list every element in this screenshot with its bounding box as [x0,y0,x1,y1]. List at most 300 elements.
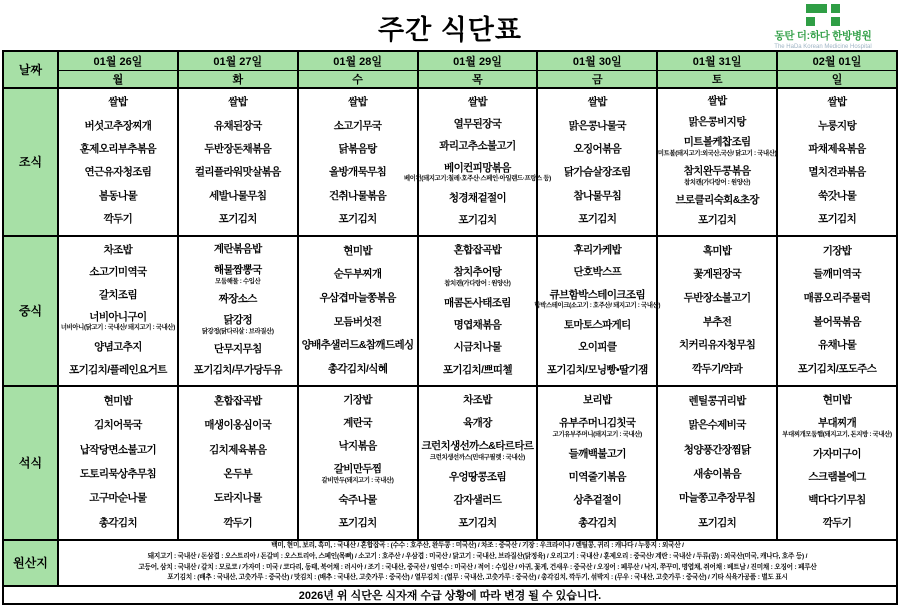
menu-item [339,441,377,453]
day-header-4: 금 [537,70,657,88]
meal-plan-table [2,50,898,605]
menu-item [214,493,262,505]
menu-item-name: 렌틸콩귀리밥 [688,394,746,407]
date-header-0: 01월 26일 [58,51,178,70]
menu-item-name: 들깨백불고기 [568,448,626,461]
menu-item-name: 고구마순나물 [89,492,147,505]
menu-cell-조식-6 [777,88,897,236]
menu-item-name: 매생이옹심이국 [204,419,272,432]
menu-item-name: 도토리묵상추무침 [79,467,157,480]
menu-item [804,293,871,305]
menu-item-name: 우엉땅콩조림 [448,471,507,484]
menu-item-name: 단무지무침 [213,343,262,356]
menu-item [689,420,746,432]
menu-item-name: 모듬버섯전 [333,315,382,328]
menu-item-name: 소고기무국 [333,119,382,132]
menu-item-name: 유채된장국 [213,119,262,132]
breakfast-row [3,88,897,236]
menu-cell-조식-1 [178,88,298,236]
menu-item [658,137,776,157]
menu-item [334,121,382,133]
menu-item [94,420,142,432]
menu-item-name: 꽈리고추소불고기 [439,139,516,152]
menu-item-name: 해물짬뽕국 [213,264,262,277]
menu-item-name: 포기김치 [578,213,617,226]
menu-cell-중식-3 [418,236,538,386]
menu-item [689,396,746,408]
menu-item-name: 온두부 [223,467,253,480]
menu-item [547,365,648,377]
dinner-row [3,386,897,540]
menu-item-name: 닭강정 [223,314,253,327]
menu-item-name: 포기김치/모닝빵•딸기잼 [546,363,648,376]
menu-cell-중식-1 [178,236,298,386]
menu-item-name: 오이피클 [578,341,617,354]
menu-item-name: 올방개묵무침 [328,166,387,179]
menu-item [573,495,621,507]
menu-item-name: 버섯고추장찌개 [84,119,152,132]
menu-item-origin-note: 너비아니(닭고기 : 국내산/ 돼지고기 : 국내산) [60,324,176,332]
menu-item [449,193,506,205]
menu-item [573,245,621,257]
menu-item [703,317,732,329]
menu-item [679,340,755,352]
menu-cell-중식-4 [534,236,661,386]
menu-item-name: 포기김치 [458,213,497,226]
menu-item [818,340,856,352]
menu-cell-석식-6 [777,386,897,540]
menu-item [439,141,515,153]
menu-item [334,269,382,281]
menu-item-origin-note: 모둠해물 : 수입산 [215,277,261,285]
menu-item-name: 감자샐러드 [453,494,502,507]
date-header-3: 01월 29일 [418,51,538,70]
menu-item [202,315,274,335]
menu-item-name: 포기김치 [698,214,737,227]
menu-item-name: 치커리유자청무침 [678,339,756,352]
menu-item [689,117,746,129]
menu-item-name: 쌀밥 [467,95,487,108]
menu-item [698,215,736,227]
menu-item [564,167,631,179]
menu-item [449,472,506,484]
menu-item-name: 멸치견과볶음 [808,166,866,179]
menu-item [219,214,257,226]
menu-item-name: 두반장돈채볶음 [204,143,272,156]
menu-item-name: 컬리플라워맛살볶음 [194,166,281,179]
menu-item-name: 쌀밥 [348,96,368,109]
menu-item-name: 포기김치 [338,517,377,530]
menu-item-name: 맑은콩나물국 [568,119,626,132]
menu-item [339,144,377,156]
menu-cell-석식-3 [418,386,538,540]
menu-item-name: 크런치생선까스&타르타르 [421,440,534,453]
menu-item-name: 참나물무침 [573,189,622,202]
menu-item [454,119,502,131]
menu-item-name: 포기김치 [698,516,737,529]
menu-item [209,445,266,457]
menu-item [328,364,388,376]
menu-item [104,245,133,257]
day-header-1: 화 [178,70,298,88]
menu-item [403,161,551,183]
menu-item-name: 미트볼케찹조림 [683,136,751,149]
menu-item-origin-note: 미트볼(돼지고기:외국산,국산/ 닭고기 : 국내산) [657,149,777,157]
menu-item-name: 맑은콩비지탕 [688,115,746,128]
menu-item [194,365,282,377]
menu-item [468,97,487,109]
menu-cell-석식-0 [58,386,178,540]
menu-item-name: 토마토스파게티 [563,318,631,331]
menu-item [588,97,607,109]
menu-item-name: 가자미구이 [813,448,861,461]
menu-item [454,495,502,507]
menu-item-name: 오징어볶음 [573,143,622,156]
menu-item [444,267,510,287]
menu-item-name: 쌀밥 [587,96,607,109]
menu-item [343,395,372,407]
menu-item-name: 꽃게된장국 [693,268,741,281]
date-header-1: 01월 27일 [178,51,298,70]
menu-item [228,97,247,109]
menu-item-name: 참치완두콩볶음 [683,165,751,178]
hospital-logo [758,4,888,50]
date-row [3,51,897,70]
menu-item [443,365,512,377]
menu-item-origin-note: 참치캔(가다랑어 : 원양산) [444,279,511,287]
page-title: 주간 식단표 [378,15,522,45]
menu-item-name: 세발나물무침 [209,189,267,202]
menu-item-name: 들깨미역국 [813,268,861,281]
menu-item [813,317,861,329]
menu-item-name: 부추전 [702,315,732,328]
menu-item [458,215,496,227]
menu-item-name: 갈비만두찜 [333,463,382,476]
menu-item-name: 현미밥 [103,394,133,407]
menu-cell-조식-5 [657,88,777,236]
menu-item [463,418,492,430]
menu-item-name: 우삼겹마늘쫑볶음 [319,291,396,304]
origin-label: 원산지 [3,540,58,586]
menu-item [454,320,502,332]
menu-item-name: 깍두기/약과 [692,362,743,375]
menu-item-name: 갈치조림 [98,288,137,301]
menu-item-name: 매콤돈사태조림 [444,296,511,309]
menu-item [85,121,152,133]
menu-item [104,396,133,408]
day-header-0: 월 [58,70,178,88]
menu-item [329,191,386,203]
menu-item [343,246,372,258]
menu-item [693,269,741,281]
menu-item [569,472,626,484]
menu-item [80,469,156,481]
menu-item [339,495,377,507]
hospital-logo-icon [806,4,840,26]
menu-item-origin-note: 베이컨(돼지고기:칠레·호주산·스페인·아일랜드·프랑스 등) [403,175,551,183]
menu-item-name: 상추겉절이 [573,494,622,507]
breakfast-label: 조식 [3,88,58,236]
menu-item [458,518,496,530]
menu-item [675,195,758,207]
menu-item [223,469,252,481]
menu-item [219,294,257,306]
menu-item-name: 건취나물볶음 [328,189,387,202]
menu-item-name: 훈제오리부추볶음 [79,143,157,156]
menu-item-name: 포기김치/무가당두유 [193,364,282,377]
menu-item [454,245,502,257]
menu-item [679,493,755,505]
menu-item [104,214,133,226]
menu-item-name: 쌀밥 [827,96,847,109]
menu-item-name: 너비아니구이 [89,310,147,323]
menu-item [99,290,137,302]
menu-item [454,342,502,354]
menu-item [204,420,271,432]
menu-cell-중식-5 [657,236,777,386]
menu-item-name: 보리밥 [582,394,612,407]
day-header-6: 일 [777,70,897,88]
menu-item-name: 계란볶음밥 [213,243,262,256]
day-header-2: 수 [298,70,418,88]
menu-item-name: 흑미밥 [702,244,732,257]
menu-item [573,191,621,203]
menu-item-name: 유부주머니김칫국 [559,417,636,430]
menu-item-name: 포기김치/쁘띠첼 [442,363,513,376]
menu-item [782,418,892,438]
menu-item-name: 총각김치 [578,517,617,530]
menu-item-name: 양배추샐러드&참깨드레싱 [301,339,414,352]
menu-cell-석식-2 [298,386,418,540]
date-header-4: 01월 30일 [537,51,657,70]
menu-item-name: 포기김치 [458,517,497,530]
menu-item-origin-note: 참치캔(가다랑어 : 원양산) [684,178,751,186]
date-header-2: 01월 28일 [298,51,418,70]
menu-item-name: 깍두기 [103,213,133,226]
menu-item [61,312,175,332]
menu-item-name: 백다다기무침 [808,494,866,507]
origin-line: 고등어, 삼치 : 국내산 / 갈치 : 모로코 / 가자미 : 미국 / 코다리, 동태, 북어채 : 러시아 / 조기 : 국내산, 중국산 / 임연수 : 미국산 / 적어 : 수입산 / 아귀, 꽃게, 건새우 : 중국산 / 오징어 : 페루산 / 낙지, 쭈꾸미, 명엽채, 쥐어채 : 베트남 / 진미채 : 오징어 : 페루산 [138,563,817,571]
menu-item [798,364,877,376]
menu-item-name: 닭가슴살장조림 [563,166,631,179]
menu-cell-조식-4 [537,88,657,236]
menu-item [209,191,266,203]
menu-item [214,244,262,256]
menu-item [108,97,127,109]
menu-item [692,364,742,376]
menu-item [329,167,386,179]
menu-item [813,449,861,461]
menu-item-name: 양념고추지 [94,341,142,354]
menu-item [89,493,146,505]
menu-item-name: 후리가케밥 [573,243,622,256]
menu-item-name: 포기김치 [817,213,857,226]
origin-row [3,540,897,586]
menu-item-origin-note: 함박스테이크(소고기 : 호주산/ 돼지고기 : 국내산) [534,302,661,310]
menu-item-name: 총각김치 [98,516,137,529]
date-header-6: 02월 01일 [777,51,897,70]
menu-item-name: 계란국 [343,417,372,430]
menu-item-name: 혼합잡곡밥 [453,243,502,256]
menu-item [204,144,271,156]
menu-item-name: 기장밥 [822,244,852,257]
menu-item [343,418,372,430]
menu-item-name: 도라지나물 [213,492,262,505]
menu-item [214,121,262,133]
menu-item [578,214,616,226]
menu-item-name: 짜장소스 [218,293,257,306]
menu-item-name: 새송이볶음 [693,467,741,480]
menu-item-name: 열무된장국 [453,117,502,130]
menu-cell-조식-3 [403,88,551,236]
menu-item-origin-note: 부대찌개모둠햄(돼지고기, 돈지방 : 국내산) [782,430,892,438]
hospital-name: 동탄 더:하다 한방병원 [774,30,872,42]
menu-item [827,97,846,109]
menu-item-origin-note: 갈비만두(돼지고기 : 국내산) [321,476,394,484]
menu-item-name: 차조밥 [103,243,133,256]
menu-item [553,418,642,438]
menu-item [698,518,736,530]
menu-item [223,518,252,530]
origin-line: 포기김치 : (배추 : 국내산, 고춧가루 : 중국산) / 맛김치 : (배추 : 국내산, 고춧가루 : 중국산) / 열무김치 : (열무 : 국내산, 고춧가루 : 중국산) / 총각김치, 깍두기, 섞박지 : (무우 : 국내산, 고춧가루 : 중국산) / 기타 식육가공품 : 별도 표시 [167,574,788,582]
menu-item-name: 단호박스프 [573,266,622,279]
menu-item [89,267,146,279]
menu-item [302,340,414,352]
menu-item-name: 브로클리숙회&초장 [675,193,759,206]
day-header-5: 토 [657,70,777,88]
menu-item [818,121,856,133]
menu-item-name: 참치추어탕 [453,266,502,279]
menu-item [80,445,156,457]
date-header-5: 01월 31일 [657,51,777,70]
menu-item [813,269,861,281]
menu-cell-석식-1 [178,386,298,540]
menu-item-name: 김치어묵국 [94,419,142,432]
menu-item-name: 연근유자청조림 [84,166,152,179]
menu-item [339,214,377,226]
menu-item [99,191,137,203]
menu-item [569,449,626,461]
menu-item-name: 포기김치/플레인요거트 [69,363,167,376]
day-header-3: 목 [418,70,538,88]
menu-item [684,166,751,186]
menu-item [823,395,852,407]
menu-item [564,320,631,332]
footer-note: 2026년 위 식단은 식자재 수급 상황에 따라 변경 될 수 있습니다. [3,586,897,604]
menu-item-name: 쑥갓나물 [817,189,857,202]
menu-item [823,246,852,258]
menu-item [99,518,137,530]
menu-item [818,191,856,203]
menu-item [69,365,167,377]
menu-item [214,344,262,356]
menu-item-name: 쌀밥 [228,96,248,109]
menu-cell-석식-5 [657,386,777,540]
menu-item-name: 순두부찌개 [333,268,382,281]
page-header [0,0,900,50]
menu-item-name: 총각김치/식혜 [327,362,388,375]
menu-item-name: 소고기미역국 [89,266,147,279]
lunch-row [3,236,897,386]
menu-item [684,445,751,457]
menu-item-name: 마늘쫑고추장무침 [678,492,756,505]
menu-item [693,469,741,481]
menu-item-name: 청경채겉절이 [448,191,507,204]
menu-item-name: 볼어묵볶음 [813,315,861,328]
menu-item [421,441,533,461]
menu-item-name: 봄동나물 [98,189,137,202]
menu-item [808,495,865,507]
menu-item-name: 맑은수제비국 [688,419,746,432]
menu-cell-조식-0 [58,88,178,236]
menu-item-name: 청양풍간장찜닭 [683,443,751,456]
menu-item-name: 큐브함박스테이크조림 [549,288,646,301]
menu-item-name: 명엽채볶음 [453,318,502,331]
menu-item-name: 부대찌개 [817,417,857,430]
menu-item-name: 현미밥 [822,394,852,407]
menu-item [339,518,377,530]
menu-item-name: 깍두기 [223,516,253,529]
menu-item [534,288,661,310]
menu-cell-석식-4 [537,386,657,540]
menu-item-name: 기장밥 [343,394,372,407]
menu-item [823,518,852,530]
menu-item [319,293,395,305]
menu-item-name: 낙지볶음 [338,440,377,453]
menu-item [808,472,865,484]
dinner-label: 석식 [3,386,58,540]
menu-item [573,267,621,279]
origin-line: 돼지고기 : 국내산 / 돈삼겹 : 오스트리아 / 돈갈비 : 오스트리아, 스페인(목뼈) / 소고기 : 호주산 / 우삼겹 : 미국산 / 닭고기 : 국내산, 브라질산(닭정육) / 오리고기 : 국내산 / 훈제오리 : 중국산/ 계란 : 국내산 / 두류(콩) : 외국산(미국, 캐나다, 호주 등) / [147,552,808,560]
menu-item [94,342,142,354]
menu-item [808,144,865,156]
origin-line: 백미, 현미, 보리, 흑미, : 국내산 / 혼합잡곡 : (수수 : 호주산, 완두콩 : 미국산) / 차조 : 중국산 / 기장 : 우크라이나 / 렌틸콩, 귀리 : 캐나다 / 누룽지 : 외국산 / [271,542,684,550]
menu-item-name: 베이컨피망볶음 [444,161,511,174]
menu-cell-중식-6 [777,236,897,386]
menu-item-name: 혼합잡곡밥 [213,394,262,407]
menu-item-name: 매콤오리주물럭 [803,291,871,304]
menu-item [322,464,394,484]
menu-item-origin-note: 고기유부주머니(돼지고기 : 국내산) [552,430,642,438]
menu-item [348,97,367,109]
menu-item-name: 유채나물 [817,339,857,352]
menu-item [214,265,262,285]
menu-item-name: 숙주나물 [338,494,377,507]
menu-item-origin-note: 닭강정(닭다리살 : 브라질산) [201,327,274,335]
menu-item-name: 스크램블에그 [808,471,866,484]
menu-item-name: 육개장 [463,417,492,430]
menu-item [583,395,612,407]
menu-item-name: 포기김치 [218,213,257,226]
menu-item-name: 차조밥 [463,394,492,407]
menu-item-name: 누룽지탕 [817,119,857,132]
menu-item [578,518,616,530]
menu-item [708,96,727,108]
menu-item-name: 닭볶음탕 [338,143,377,156]
menu-item [85,167,152,179]
menu-cell-조식-2 [298,88,418,236]
menu-item-origin-note: 크런치생선까스(민대구필렛 : 국내산) [429,453,525,461]
menu-item [214,396,262,408]
menu-item [808,167,865,179]
menu-item-name: 미역줄기볶음 [568,471,626,484]
menu-item-name: 납작당면소불고기 [79,443,157,456]
menu-item [578,342,616,354]
menu-item [573,144,621,156]
menu-item [444,298,511,310]
menu-item-name: 두반장소불고기 [683,291,751,304]
menu-item [195,167,281,179]
